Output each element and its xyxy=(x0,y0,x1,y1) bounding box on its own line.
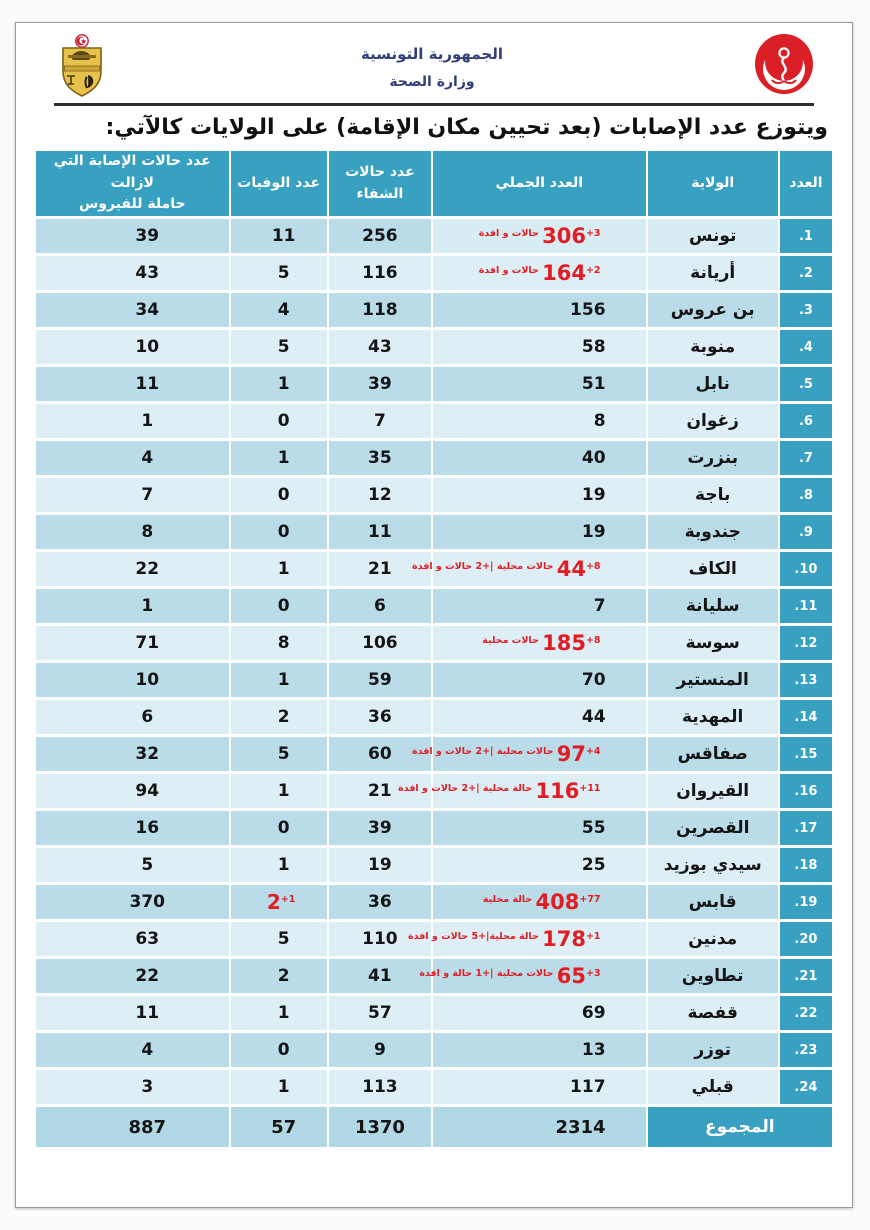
cell-governorate: المنستير xyxy=(648,663,778,697)
header-divider xyxy=(54,103,814,106)
col-header-governorate: الولاية xyxy=(648,151,778,216)
cell-recovered: 113 xyxy=(329,1070,431,1104)
cell-total-cases xyxy=(433,626,646,660)
table-row xyxy=(36,848,832,882)
cell-total-cases xyxy=(433,219,646,253)
col-header-recovered-line2: الشفاء xyxy=(356,185,404,202)
table-row xyxy=(36,737,832,771)
red-annotation: +2 حالات و افدة xyxy=(478,265,601,277)
cell-deaths: 1 xyxy=(231,774,327,808)
col-header-recovered-line1: عدد حالات xyxy=(345,163,415,180)
value: 40 xyxy=(581,448,606,469)
value: 19 xyxy=(581,485,606,506)
cell-governorate: سوسة xyxy=(648,626,778,660)
cell-deaths: 11 xyxy=(231,219,327,253)
cell-active-cases: 4 xyxy=(36,1033,229,1067)
value: 164 xyxy=(542,261,586,286)
total-recovered-sum: 1370 xyxy=(329,1107,431,1147)
cell-total-cases xyxy=(433,441,646,475)
cell-active-cases: 39 xyxy=(36,219,229,253)
cell-recovered: 116 xyxy=(329,256,431,290)
cell-deaths: 1 xyxy=(231,367,327,401)
value: 185 xyxy=(542,631,586,656)
cell-recovered: 35 xyxy=(329,441,431,475)
cell-deaths: 0 xyxy=(231,1033,327,1067)
cell-row-index: 5. xyxy=(780,367,832,401)
col-header-active-line1: عدد حالات الإصابة التي لازالت xyxy=(53,153,211,191)
cell-total-cases xyxy=(433,589,646,623)
cell-deaths: 1 xyxy=(231,996,327,1030)
value: 13 xyxy=(581,1040,606,1061)
cell-total-cases xyxy=(433,330,646,364)
cell-active-cases: 11 xyxy=(36,996,229,1030)
value: 117 xyxy=(570,1077,606,1098)
cell-row-index: 9. xyxy=(780,515,832,549)
cell-governorate: قابس xyxy=(648,885,778,919)
value: 51 xyxy=(581,374,606,395)
total-cases-sum: 2314 xyxy=(433,1107,646,1147)
cell-active-cases: 34 xyxy=(36,293,229,327)
cell-governorate: باجة xyxy=(648,478,778,512)
cell-row-index: 17. xyxy=(780,811,832,845)
value: 65 xyxy=(556,964,586,989)
red-annotation: +8 حالات محلية xyxy=(482,635,601,647)
total-label: المجموع xyxy=(648,1107,832,1147)
cell-total-cases xyxy=(433,1033,646,1067)
value: 97 xyxy=(556,742,586,767)
cell-total-cases xyxy=(433,404,646,438)
red-annotation: +3 حالات محلية |+1 حالة و افدة xyxy=(419,968,601,980)
cell-governorate: تطاوين xyxy=(648,959,778,993)
cell-deaths: 5 xyxy=(231,922,327,956)
cell-total-cases xyxy=(412,737,646,771)
table-row xyxy=(36,959,832,993)
table-body xyxy=(36,219,832,1104)
value: 116 xyxy=(535,779,580,804)
cell-row-index: 23. xyxy=(780,1033,832,1067)
cell-deaths: 0 xyxy=(231,811,327,845)
table-row xyxy=(36,367,832,401)
cell-recovered: 39 xyxy=(329,811,431,845)
cell-total-cases xyxy=(433,367,646,401)
cell-active-cases: 22 xyxy=(36,959,229,993)
cell-governorate: مدنين xyxy=(648,922,778,956)
ministry-title: وزارة الصحة xyxy=(389,74,475,90)
cell-active-cases: 22 xyxy=(36,552,229,586)
cell-recovered: 21 xyxy=(329,774,431,808)
col-header-index: العدد xyxy=(780,151,832,216)
tunisia-coat-of-arms-icon xyxy=(54,33,110,103)
cell-recovered: 256 xyxy=(329,219,431,253)
red-annotation: +8 حالات محلية |+2 حالات و افدة xyxy=(412,561,601,573)
cell-row-index: 11. xyxy=(780,589,832,623)
cell-total-cases xyxy=(433,515,646,549)
cell-recovered: 19 xyxy=(329,848,431,882)
cell-governorate: توزر xyxy=(648,1033,778,1067)
cell-total-cases xyxy=(433,256,646,290)
cell-row-index: 12. xyxy=(780,626,832,660)
total-row xyxy=(36,1107,832,1147)
table-row xyxy=(36,293,832,327)
cell-total-cases xyxy=(433,1070,646,1104)
cell-row-index: 16. xyxy=(780,774,832,808)
cell-deaths xyxy=(231,885,327,919)
cell-governorate: صفاقس xyxy=(648,737,778,771)
document-card xyxy=(15,22,853,1208)
title-suffix: ) على الولايات كالآتي: xyxy=(105,115,347,140)
cell-row-index: 21. xyxy=(780,959,832,993)
table-row xyxy=(36,330,832,364)
total-deaths-sum: 57 xyxy=(231,1107,327,1147)
table-row xyxy=(36,256,832,290)
cell-recovered: 59 xyxy=(329,663,431,697)
red-annotation: +77 حالة محلية xyxy=(482,894,601,906)
cell-row-index: 13. xyxy=(780,663,832,697)
cell-row-index: 3. xyxy=(780,293,832,327)
cell-recovered: 57 xyxy=(329,996,431,1030)
value: 19 xyxy=(581,522,606,543)
table-row xyxy=(36,663,832,697)
red-annotation: +4 حالات محلية |+2 حالات و افدة xyxy=(412,746,601,758)
cell-governorate: منوبة xyxy=(648,330,778,364)
table-row xyxy=(36,922,832,956)
cell-recovered: 36 xyxy=(329,700,431,734)
table-row xyxy=(36,441,832,475)
cell-total-cases xyxy=(419,959,646,993)
cell-deaths: 1 xyxy=(231,1070,327,1104)
cell-deaths: 8 xyxy=(231,626,327,660)
cell-active-cases: 71 xyxy=(36,626,229,660)
cell-row-index: 15. xyxy=(780,737,832,771)
cell-recovered: 12 xyxy=(329,478,431,512)
table-row xyxy=(36,626,832,660)
cell-deaths: 1 xyxy=(231,848,327,882)
cell-deaths: 0 xyxy=(231,404,327,438)
cell-governorate: قفصة xyxy=(648,996,778,1030)
cell-active-cases: 4 xyxy=(36,441,229,475)
cell-recovered: 9 xyxy=(329,1033,431,1067)
table-row xyxy=(36,404,832,438)
cell-governorate: القصرين xyxy=(648,811,778,845)
cell-active-cases: 7 xyxy=(36,478,229,512)
cell-deaths: 4 xyxy=(231,293,327,327)
cell-deaths: 1 xyxy=(231,663,327,697)
cell-active-cases: 1 xyxy=(36,589,229,623)
table-row xyxy=(36,774,832,808)
value: 44 xyxy=(556,557,586,582)
cell-governorate: تونس xyxy=(648,219,778,253)
cell-total-cases xyxy=(433,293,646,327)
ministry-of-health-logo-icon xyxy=(754,33,814,99)
cell-total-cases xyxy=(408,922,646,956)
cell-deaths: 2 xyxy=(231,959,327,993)
header-titles xyxy=(110,33,754,90)
cell-deaths: 5 xyxy=(231,330,327,364)
cell-row-index: 18. xyxy=(780,848,832,882)
page-title xyxy=(40,115,828,140)
cell-row-index: 8. xyxy=(780,478,832,512)
cell-recovered: 118 xyxy=(329,293,431,327)
table-row xyxy=(36,1033,832,1067)
cell-recovered: 110 xyxy=(329,922,431,956)
total-active-sum: 887 xyxy=(36,1107,229,1147)
cell-active-cases: 10 xyxy=(36,663,229,697)
value: 44 xyxy=(581,707,606,728)
cell-governorate: سيدي بوزيد xyxy=(648,848,778,882)
cell-row-index: 4. xyxy=(780,330,832,364)
cell-governorate: الكاف xyxy=(648,552,778,586)
cell-active-cases: 94 xyxy=(36,774,229,808)
cell-governorate: زغوان xyxy=(648,404,778,438)
table-row xyxy=(36,515,832,549)
cell-total-cases xyxy=(398,774,646,808)
cell-active-cases: 63 xyxy=(36,922,229,956)
cell-deaths: 5 xyxy=(231,737,327,771)
col-header-recovered xyxy=(329,151,431,216)
cell-row-index: 14. xyxy=(780,700,832,734)
cell-deaths: 0 xyxy=(231,478,327,512)
cell-recovered: 43 xyxy=(329,330,431,364)
cell-deaths: 1 xyxy=(231,552,327,586)
table-row xyxy=(36,1070,832,1104)
table-row xyxy=(36,589,832,623)
cell-recovered: 6 xyxy=(329,589,431,623)
table-row xyxy=(36,552,832,586)
cell-active-cases: 370 xyxy=(36,885,229,919)
value: 58 xyxy=(581,337,606,358)
cell-recovered: 39 xyxy=(329,367,431,401)
republic-title: الجمهورية التونسية xyxy=(361,45,503,63)
value: 25 xyxy=(581,855,606,876)
value: 70 xyxy=(581,670,606,691)
value: 156 xyxy=(570,300,606,321)
cell-governorate: نابل xyxy=(648,367,778,401)
cell-deaths: 0 xyxy=(231,589,327,623)
cell-total-cases xyxy=(433,848,646,882)
table-row xyxy=(36,219,832,253)
table-row xyxy=(36,885,832,919)
value: 2 xyxy=(266,890,281,915)
red-annotation: +3 حالات و افدة xyxy=(478,228,601,240)
cell-active-cases: 32 xyxy=(36,737,229,771)
cell-row-index: 10. xyxy=(780,552,832,586)
cell-total-cases xyxy=(433,700,646,734)
cell-recovered: 36 xyxy=(329,885,431,919)
cell-active-cases: 43 xyxy=(36,256,229,290)
table-row xyxy=(36,700,832,734)
cell-total-cases xyxy=(433,478,646,512)
cell-governorate: بن عروس xyxy=(648,293,778,327)
cell-deaths: 5 xyxy=(231,256,327,290)
cell-governorate: أريانة xyxy=(648,256,778,290)
cell-active-cases: 3 xyxy=(36,1070,229,1104)
cell-row-index: 7. xyxy=(780,441,832,475)
cell-active-cases: 6 xyxy=(36,700,229,734)
value: 55 xyxy=(581,818,606,839)
governorates-table xyxy=(34,148,834,1150)
cell-row-index: 20. xyxy=(780,922,832,956)
cell-total-cases xyxy=(433,663,646,697)
cell-total-cases xyxy=(433,885,646,919)
cell-row-index: 24. xyxy=(780,1070,832,1104)
cell-recovered: 106 xyxy=(329,626,431,660)
cell-deaths: 1 xyxy=(231,441,327,475)
red-annotation: +1 xyxy=(280,894,296,906)
value: 8 xyxy=(593,411,606,432)
table-header-row xyxy=(36,151,832,216)
cell-governorate: القيروان xyxy=(648,774,778,808)
cell-total-cases xyxy=(433,996,646,1030)
cell-active-cases: 5 xyxy=(36,848,229,882)
cell-recovered: 11 xyxy=(329,515,431,549)
cell-deaths: 0 xyxy=(231,515,327,549)
value: 408 xyxy=(535,890,580,915)
title-prefix: ويتوزع عدد الإصابات ( xyxy=(591,115,828,140)
cell-governorate: بنزرت xyxy=(648,441,778,475)
col-header-total: العدد الجملي xyxy=(433,151,646,216)
cell-total-cases xyxy=(433,811,646,845)
value: 178 xyxy=(542,927,586,952)
value: 306 xyxy=(542,224,586,249)
cell-active-cases: 11 xyxy=(36,367,229,401)
table-row xyxy=(36,996,832,1030)
cell-governorate: سليانة xyxy=(648,589,778,623)
cell-recovered: 21 xyxy=(329,552,431,586)
cell-active-cases: 10 xyxy=(36,330,229,364)
cell-total-cases xyxy=(412,552,646,586)
cell-row-index: 19. xyxy=(780,885,832,919)
cell-governorate: جندوبة xyxy=(648,515,778,549)
cell-governorate: قبلي xyxy=(648,1070,778,1104)
table-row xyxy=(36,811,832,845)
cell-recovered: 60 xyxy=(329,737,431,771)
cell-active-cases: 16 xyxy=(36,811,229,845)
col-header-active-line2: حاملة للفيروس xyxy=(78,196,186,213)
cell-row-index: 6. xyxy=(780,404,832,438)
cell-deaths: 2 xyxy=(231,700,327,734)
document-header xyxy=(16,23,852,101)
cell-active-cases: 1 xyxy=(36,404,229,438)
cell-recovered: 7 xyxy=(329,404,431,438)
table-row xyxy=(36,478,832,512)
cell-row-index: 2. xyxy=(780,256,832,290)
value: 69 xyxy=(581,1003,606,1024)
col-header-active xyxy=(36,151,229,216)
red-annotation: +1 حالة محلية|+5 حالات و افدة xyxy=(408,931,601,943)
cell-row-index: 22. xyxy=(780,996,832,1030)
red-annotation: +11 حالة محلية |+2 حالات و افدة xyxy=(398,783,601,795)
cell-governorate: المهدية xyxy=(648,700,778,734)
cell-active-cases: 8 xyxy=(36,515,229,549)
title-bold-part: بعد تحيين مكان الإقامة xyxy=(346,115,592,140)
cell-recovered: 41 xyxy=(329,959,431,993)
value: 7 xyxy=(593,596,606,617)
col-header-deaths: عدد الوفيات xyxy=(231,151,327,216)
cell-row-index: 1. xyxy=(780,219,832,253)
